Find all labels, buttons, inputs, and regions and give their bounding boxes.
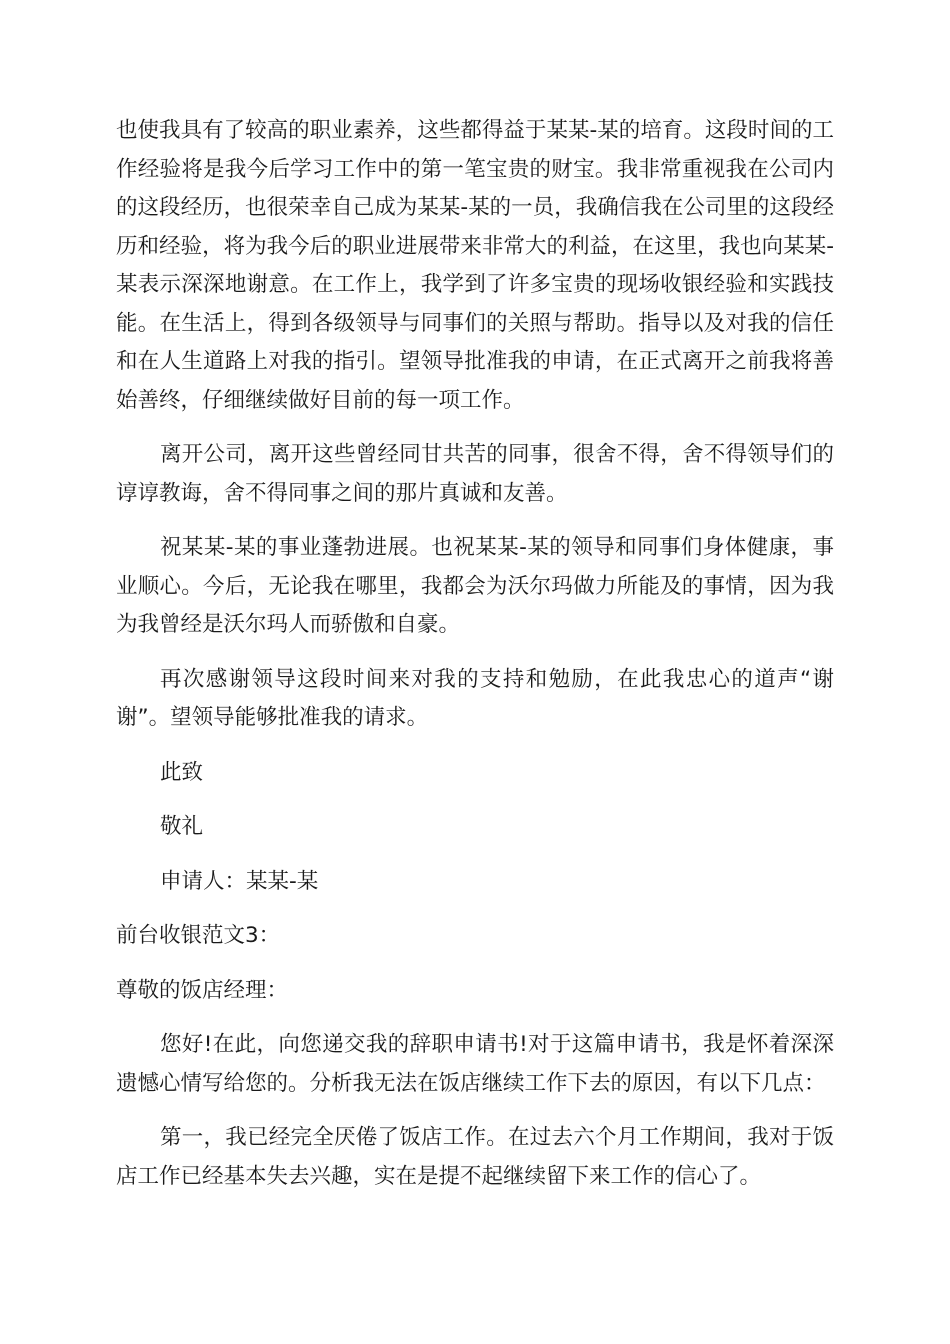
closing-line-2: 敬礼 [160,814,204,839]
letter-paragraph-1: 也使我具有了较高的职业素养，这些都得益于某某-某的培育。这段时间的工作经验将是我今后学习工作中的第一笔宝贵的财宝。我非常重视我在公司内的这段经历，也很荣幸自己成为某某-某的一员，我确信我在公司里的这段经历和经验，将为我今后的职业进展带来非常大的利益，在这里，我也向某某-某表示深深地谢意。在工作上，我学到了许多宝贵的现场收银经验和实践技能。在生活上，得到各级领导与同事们的关照与帮助。指导以及对我的信任和在人生道路上对我的指引。望领导批准我的申请，在正式离开之前我将善始善终，仔细继续做好目前的每一项工作。 [116,118,834,413]
closing-line-1: 此致 [160,759,204,785]
letter-paragraph-5: 您好!在此，向您递交我的辞职申请书!对于这篇申请书，我是怀着深深遗憾心情写给您的。分析我无法在饭店继续工作下去的原因，有以下几点： [116,1032,834,1096]
document-page [116,112,834,1196]
salutation: 尊敬的饭店经理： [116,977,289,1003]
section-title: 前台收银范文3： [116,923,281,948]
letter-paragraph-6: 第一，我已经完全厌倦了饭店工作。在过去六个月工作期间，我对于饭店工作已经基本失去兴趣，实在是提不起继续留下来工作的信心了。 [116,1125,834,1189]
letter-paragraph-3: 祝某某-某的事业蓬勃进展。也祝某某-某的领导和同事们身体健康，事业顺心。今后，无论我在哪里，我都会为沃尔玛做力所能及的事情，因为我为我曾经是沃尔玛人而骄傲和自豪。 [116,535,834,637]
applicant-signature: 申请人：某某-某 [160,868,319,894]
letter-paragraph-2: 离开公司，离开这些曾经同甘共苦的同事，很舍不得，舍不得领导们的谆谆教诲，舍不得同事之间的那片真诚和友善。 [116,442,834,506]
letter-paragraph-4: 再次感谢领导这段时间来对我的支持和勉励，在此我忠心的道声“谢谢”。望领导能够批准我的请求。 [116,666,834,730]
